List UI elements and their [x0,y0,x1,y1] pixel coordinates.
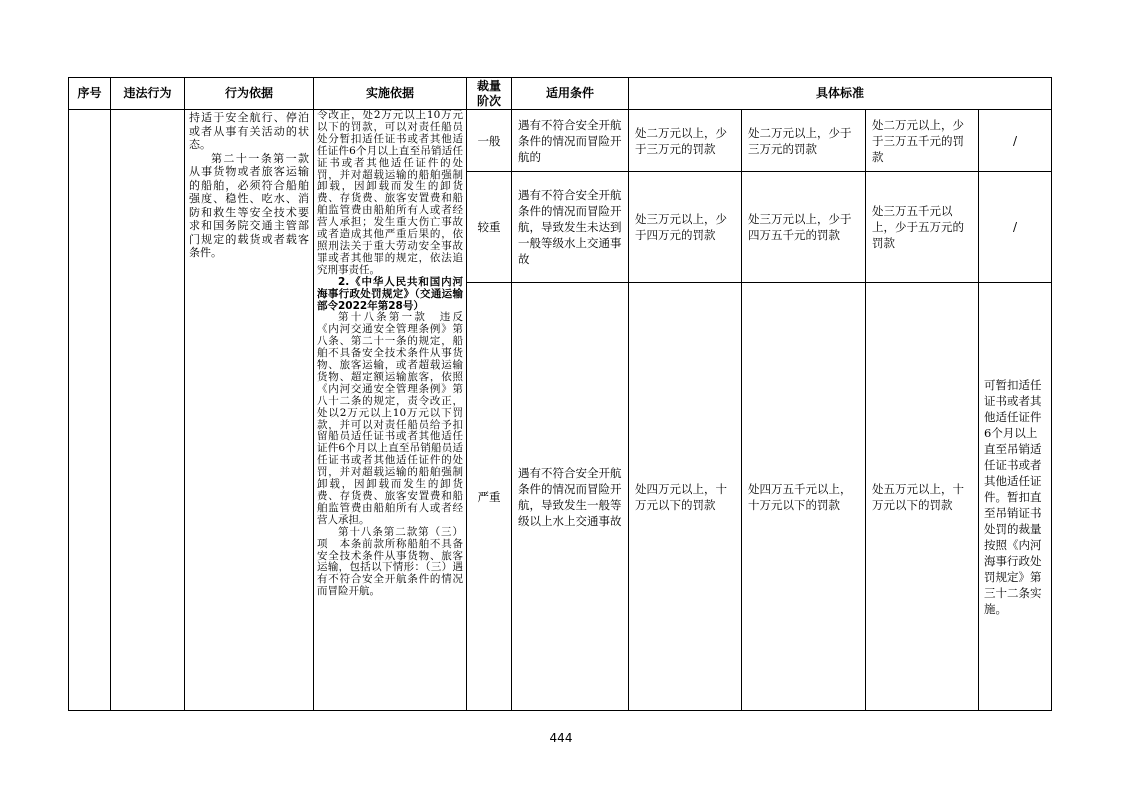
violation-cell [111,110,185,711]
page-number: 444 [549,731,573,745]
standard-cell: 处四万元以上，十万元以下的罚款 [629,283,742,711]
implementation-basis-cell [314,110,467,711]
standard-cell: 处三万五千元以上，少于五万元的罚款 [866,172,979,283]
implementation-para: 令改正，处2万元以上10万元以下的罚款，可以对责任船员处分暂扣适任证书或者其他适任证件6个月以上直至吊销适任证书或者其他适任证件的处罚，并对超载运输的船舶强制卸载，因卸载而发生的卸货费、存货费、旅客安置费和船舶监管费由船舶所有人或者经营人承担；发生重大伤亡事故或者造成其他严重后果的，依照刑法关于重大劳动安全事故罪或者其他罪的规定，依法追究刑事责任。 [317,109,463,276]
header-conditions: 适用条件 [512,78,629,110]
standard-cell: 处三万元以上，少于四万元的罚款 [629,172,742,283]
header-violation: 违法行为 [111,78,185,110]
implementation-para: 第十八条第二款第（三）项 本条前款所称船舶不具备安全技术条件从事货物、旅客运输，包括以下情形：（三）遇有不符合安全开航条件的情况而冒险开航。 [317,525,463,598]
header-legal-basis: 行为依据 [185,78,314,110]
header-row [69,78,1052,110]
implementation-para: 第十八条第一款 违反《内河交通安全管理条例》第八条、第二十一条的规定，船舶不具备安全技术条件从事货物、旅客运输，或者超载运输货物、超定额运输旅客，依照《内河交通安全管理条例》第八十二条的规定，责令改正，处以2万元以上10万元以下罚款，并可以对责任船员给予扣留船员适任证书或者其他适任证件6个月以上直至吊销船员适任证书或者其他适任证件的处罚，并对超载运输的船舶强制卸载，因卸载而发生的卸货费、存货费、旅客安置费和船舶监管费由船舶所有人或者经营人承担。 [317,311,463,526]
standard-cell: 处三万元以上，少于四万五千元的罚款 [742,172,866,283]
level-cell: 一般 [467,110,512,172]
remark-cell: 可暂扣适任证书或者其他适任证件6个月以上直至吊销适任证书或者其他适任证件。暂扣直至吊销证书处罚的裁量按照《内河海事行政处罚规定》第三十二条实施。 [979,283,1052,711]
remark-cell: / [979,110,1052,172]
standard-cell: 处二万元以上，少于三万元的罚款 [742,110,866,172]
legal-basis-cell [185,110,320,711]
remark-cell: / [979,172,1052,283]
standard-cell: 处二万元以上，少于三万五千元的罚款 [866,110,979,172]
header-seq: 序号 [69,78,111,110]
legal-basis-para: 第二十一条第一款 从事货物或者旅客运输的船舶，必须符合船舶强度、稳性、吃水、消防和救生等安全技术要求和国务院交通主管部门规定的载货或者载客条件。 [189,151,320,259]
header-implementation-basis: 实施依据 [314,78,467,110]
condition-cell: 遇有不符合安全开航条件的情况而冒险开航，导致发生一般等级以上水上交通事故 [512,283,629,711]
table-row [69,110,1052,172]
header-standard: 具体标准 [629,78,1052,110]
seq-cell [69,110,111,711]
penalty-standards-table [68,77,1052,711]
standard-cell: 处五万元以上，十万元以下的罚款 [866,283,979,711]
condition-cell: 遇有不符合安全开航条件的情况而冒险开航，导致发生未达到一般等级水上交通事故 [512,172,629,283]
legal-basis-para: 持适于安全航行、停泊或者从事有关活动的状态。 [189,111,309,151]
standard-cell: 处二万元以上，少于三万元的罚款 [629,110,742,172]
implementation-regulation-title: 2.《中华人民共和国内河海事行政处罚规定》（交通运输部令2022年第28号） [317,275,463,312]
level-cell: 较重 [467,172,512,283]
header-discretion-level: 裁量阶次 [467,78,512,110]
level-cell: 严重 [467,283,512,711]
condition-cell: 遇有不符合安全开航条件的情况而冒险开航的 [512,110,629,172]
standard-cell: 处四万五千元以上，十万元以下的罚款 [742,283,866,711]
